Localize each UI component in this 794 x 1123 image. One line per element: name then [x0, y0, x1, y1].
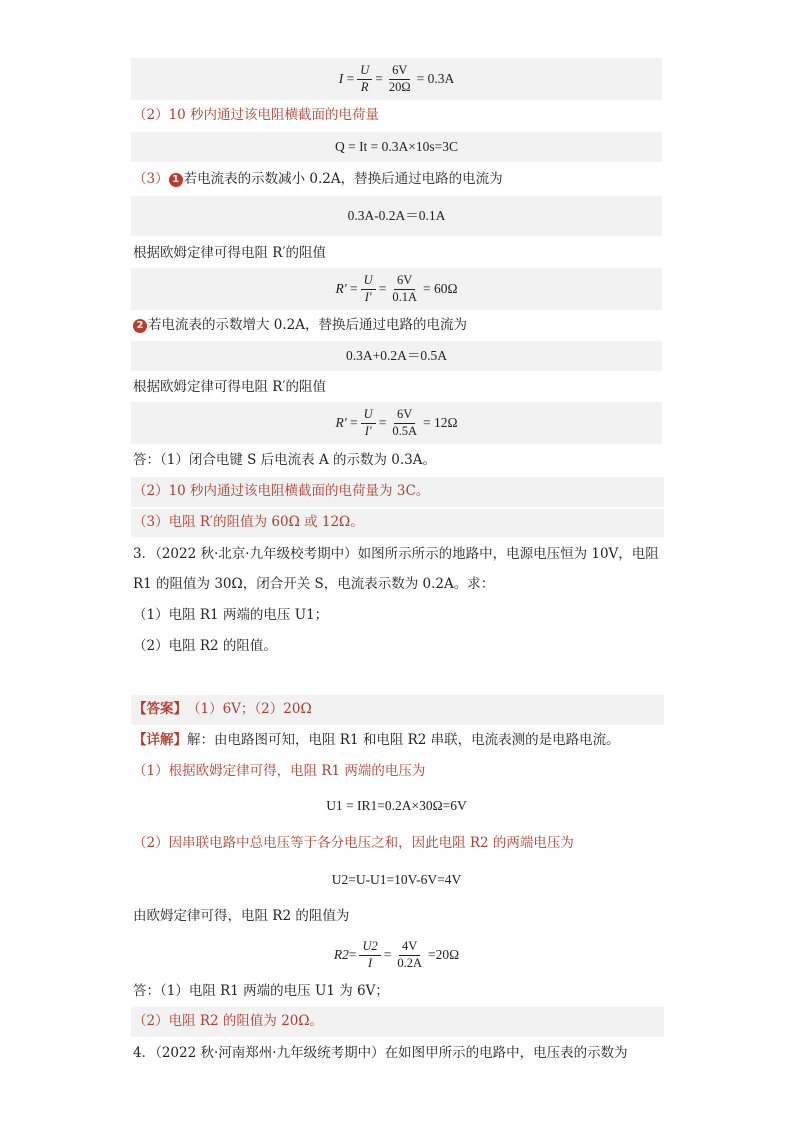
- formula-resistance-12: R′ = $\frac{U}{I'}$ = $\frac{6V}{0.5A}$ = 12Ω: [131, 402, 662, 444]
- q3-step2: （2）因串联电路中总电压等于各分电压之和，因此电阻 R2 的两端电压为: [133, 835, 574, 852]
- q3-sub1: （1）电阻 R1 两端的电压 U1；: [133, 607, 329, 624]
- circled-number-1: 1: [169, 173, 183, 187]
- ohm-law-line-1: 根据欧姆定律可得电阻 R′的阻值: [133, 245, 327, 262]
- formula-current: I = $\frac{U}{R}$ = $\frac{6V}{20\Omega}$ = 0.3A: [131, 58, 662, 100]
- q3-sub2: （2）电阻 R2 的阻值。: [133, 638, 277, 655]
- eq-result: = 0.3A: [416, 71, 455, 87]
- formula-r2: R2 = $\frac{U2}{I}$ = $\frac{4V}{0.2A}$ =20Ω: [333, 938, 460, 970]
- circled-number-2: 2: [133, 319, 147, 333]
- q3-answer: 【答案】 （1）6V；（2）20Ω: [131, 695, 664, 725]
- q3-detail: 【详解】 解：由电路图可知，电阻 R1 和电阻 R2 串联，电流表测的是电路电流。: [133, 732, 620, 749]
- formula-u1: U1 = IR1=0.2A×30Ω=6V: [326, 798, 467, 814]
- formula-sum: 0.3A+0.2A＝0.5A: [131, 341, 662, 371]
- answer-part3: （3）电阻 R′的阻值为 60Ω 或 12Ω。: [131, 509, 664, 537]
- fraction-values: $\frac{6V}{20\Omega}$: [388, 62, 411, 94]
- answer-part2: （2）10 秒内通过该电阻横截面的电荷量为 3C。: [131, 477, 664, 507]
- q3-stem-line2: R1 的阻值为 30Ω，闭合开关 S，电流表示数为 0.2A。求：: [133, 576, 495, 593]
- formula-u2: U2=U-U1=10V-6V=4V: [331, 872, 462, 888]
- q3-step3: 由欧姆定律可得，电阻 R2 的阻值为: [133, 908, 350, 925]
- answer-tag: 【答案】: [133, 701, 187, 718]
- eq-lhs: I: [338, 71, 344, 87]
- ohm-law-line-2: 根据欧姆定律可得电阻 R′的阻值: [133, 379, 327, 396]
- detail-tag: 【详解】: [133, 732, 187, 749]
- answer-part1: 答：（1）闭合电键 S 后电流表 A 的示数为 0.3A。: [133, 452, 437, 469]
- q3-stem-line1: 3．（2022 秋·北京·九年级校考期中）如图所示所示的地路中，电源电压恒为 10V，电阻: [133, 546, 659, 563]
- fraction-u-r: $\frac{U}{R}$: [357, 64, 372, 95]
- q3-answer-2: （2）电阻 R2 的阻值为 20Ω。: [131, 1007, 664, 1037]
- part3-case2: 2 若电流表的示数增大 0.2A，替换后通过电路的电流为: [131, 312, 664, 340]
- part3-case1: （3） 1 若电流表的示数减小 0.2A，替换后通过电路的电流为: [133, 171, 503, 188]
- formula-resistance-60: R′ = $\frac{U}{I'}$ = $\frac{6V}{0.1A}$ = 60Ω: [131, 268, 662, 310]
- part2-question: （2）10 秒内通过该电阻横截面的电荷量: [133, 107, 380, 124]
- formula-charge: Q = It = 0.3A×10s=3C: [131, 132, 662, 162]
- formula-difference: 0.3A-0.2A＝0.1A: [131, 196, 662, 236]
- q3-answer-1: 答：（1）电阻 R1 两端的电压 U1 为 6V；: [133, 983, 389, 1000]
- q3-step1: （1）根据欧姆定律可得，电阻 R1 两端的电压为: [133, 763, 426, 780]
- q4-stem-line1: 4．（2022 秋·河南郑州·九年级统考期中）在如图甲所示的电路中，电压表的示数为: [133, 1045, 628, 1062]
